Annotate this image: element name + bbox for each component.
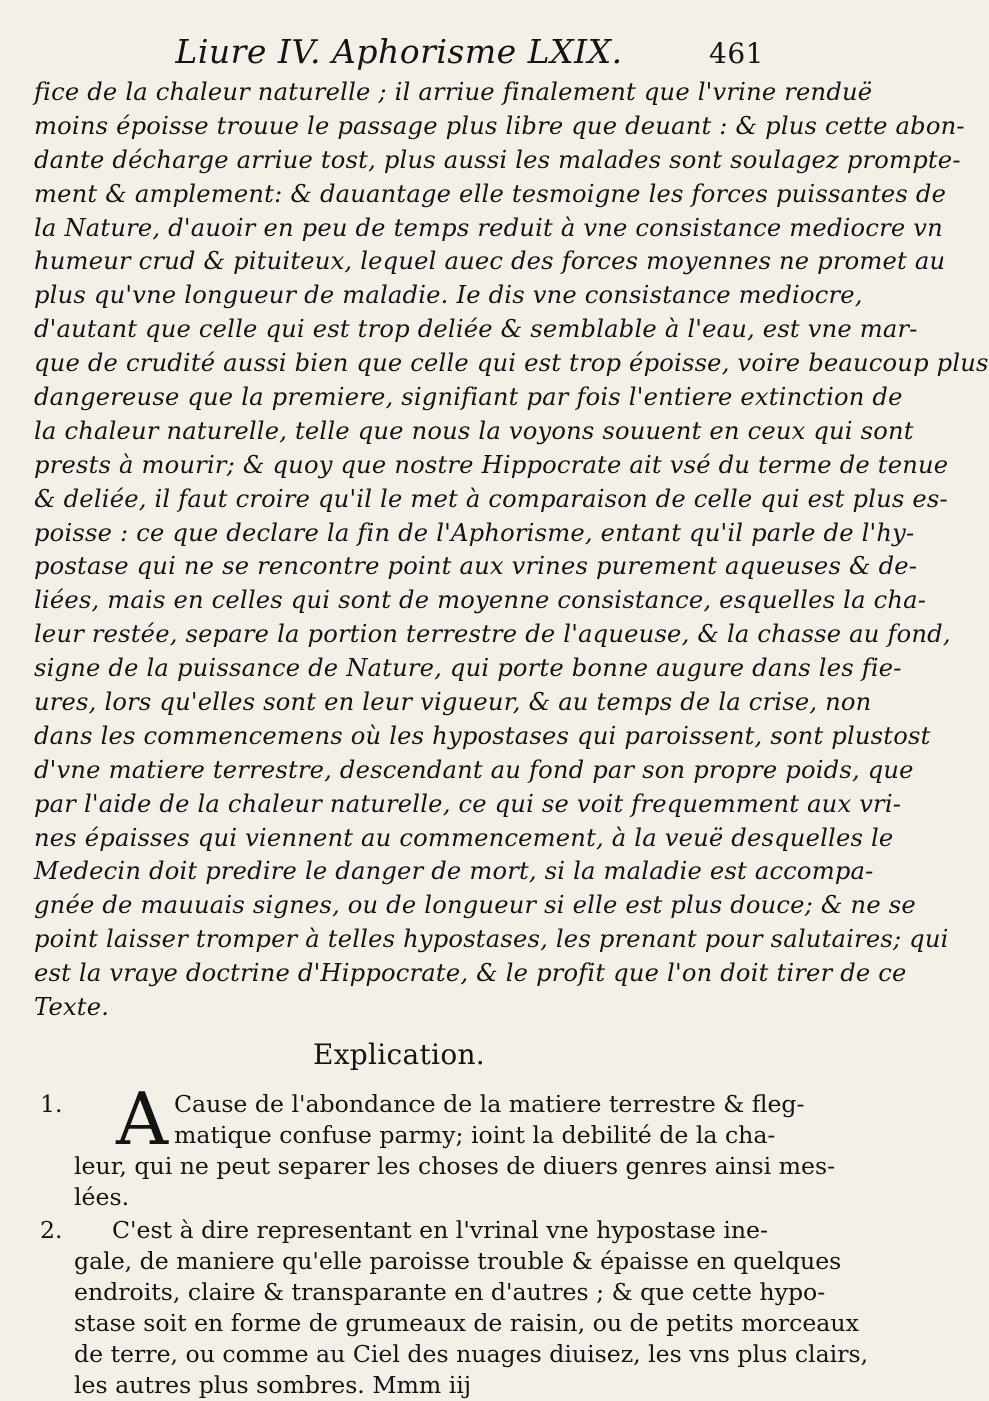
text-line: Cause de l'abondance de la matiere terrestre & fleg- <box>174 1089 805 1118</box>
text-line: point laisser tromper à telles hypostases, les prenant pour salutaires; qui <box>34 925 949 954</box>
text-line: leur, qui ne peut separer les choses de diuers genres ainsi mes- <box>74 1151 836 1180</box>
drop-cap: A <box>116 1076 168 1161</box>
text-line: Texte. <box>34 993 110 1022</box>
text-line: est la vraye doctrine d'Hippocrate, & le profit que l'on doit tirer de ce <box>34 959 907 988</box>
text-line: poisse : ce que declare la fin de l'Aphorisme, entant qu'il parle de l'hy- <box>34 518 915 547</box>
text-line: les autres plus sombres. <box>74 1370 365 1399</box>
text-line: dans les commencemens où les hypostases qui paroissent, sont plustost <box>34 721 931 750</box>
paragraph-number: 2. <box>40 1215 63 1244</box>
explication-text <box>34 1076 869 1401</box>
text-line: d'autant que celle qui est trop deliée & semblable à l'eau, est vne mar- <box>34 315 918 344</box>
text-line: liées, mais en celles qui sont de moyenne consistance, esquelles la cha- <box>34 586 927 615</box>
text-line: d'vne matiere terrestre, descendant au fond par son propre poids, que <box>34 755 914 784</box>
text-line: & deliée, il faut croire qu'il le met à comparaison de celle qui est plus es- <box>34 484 948 513</box>
text-line: plus qu'vne longueur de maladie. Ie dis vne consistance mediocre, <box>34 281 863 310</box>
text-line: moins époisse trouue le passage plus libre que deuant : & plus cette abon- <box>34 111 965 140</box>
text-line: postase qui ne se rencontre point aux vrines purement aqueuses & de- <box>34 552 918 581</box>
commentary-text <box>34 76 989 1025</box>
text-line: ures, lors qu'elles sont en leur vigueur, & au temps de la crise, non <box>34 688 872 717</box>
text-line: lées. <box>74 1182 130 1211</box>
text-line: la chaleur naturelle, telle que nous la voyons souuent en ceux qui sont <box>34 416 914 445</box>
text-line: ment & amplement: & dauantage elle tesmoigne les forces puissantes de <box>34 179 947 208</box>
text-line: dante décharge arriue tost, plus aussi les malades sont soulagez prompte- <box>34 145 961 174</box>
signature-mark: Mmm iij <box>372 1370 472 1399</box>
text-line-first <box>34 1215 768 1246</box>
explication-paragraph-2 <box>34 1215 869 1401</box>
text-line: leur restée, separe la portion terrestre de l'aqueuse, & la chasse au fond, <box>34 620 951 649</box>
section-title: Explication. <box>312 1037 486 1071</box>
text-line: gale, de maniere qu'elle paroisse trouble & épaisse en quelques <box>74 1246 842 1275</box>
text-line: matique confuse parmy; ioint la debilité de la cha- <box>174 1120 776 1149</box>
text-line: Medecin doit predire le danger de mort, si la maladie est accompa- <box>34 857 874 886</box>
text-line: endroits, claire & transparante en d'autres ; & que cette hypo- <box>74 1277 826 1306</box>
text-line: gnée de mauuais signes, ou de longueur si elle est plus douce; & ne se <box>34 891 916 920</box>
last-line <box>34 1370 764 1401</box>
explication-paragraph-1 <box>34 1076 836 1213</box>
text-line: C'est à dire representant en l'vrinal vne hypostase ine- <box>112 1215 768 1244</box>
running-title: Liure IV. Aphorisme LXIX. <box>175 32 623 71</box>
text-line: humeur crud & pituiteux, lequel auec des forces moyennes ne promet au <box>34 247 946 276</box>
page-number: 461 <box>709 37 764 70</box>
text-line: la Nature, d'auoir en peu de temps reduit à vne consistance mediocre vn <box>34 213 943 242</box>
text-line: dangereuse que la premiere, signifiant par fois l'entiere extinction de <box>34 383 903 412</box>
text-line: par l'aide de la chaleur naturelle, ce qui se voit frequemment aux vri- <box>34 789 902 818</box>
text-line: nes épaisses qui viennent au commencement, à la veuë desquelles le <box>34 823 894 852</box>
text-line: que de crudité aussi bien que celle qui est trop époisse, voire beaucoup plus <box>34 349 989 378</box>
text-line: de terre, ou comme au Ciel des nuages diuisez, les vns plus clairs, <box>74 1339 869 1368</box>
running-header <box>34 30 764 74</box>
text-line: fice de la chaleur naturelle ; il arriue finalement que l'vrine renduë <box>34 78 873 106</box>
paragraph-number: 1. <box>40 1089 63 1118</box>
text-line: signe de la puissance de Nature, qui porte bonne augure dans les fie- <box>34 654 902 683</box>
text-line: stase soit en forme de grumeaux de raisin, ou de petits morceaux <box>74 1308 859 1337</box>
text-line: prests à mourir; & quoy que nostre Hippocrate ait vsé du terme de tenue <box>34 450 949 479</box>
